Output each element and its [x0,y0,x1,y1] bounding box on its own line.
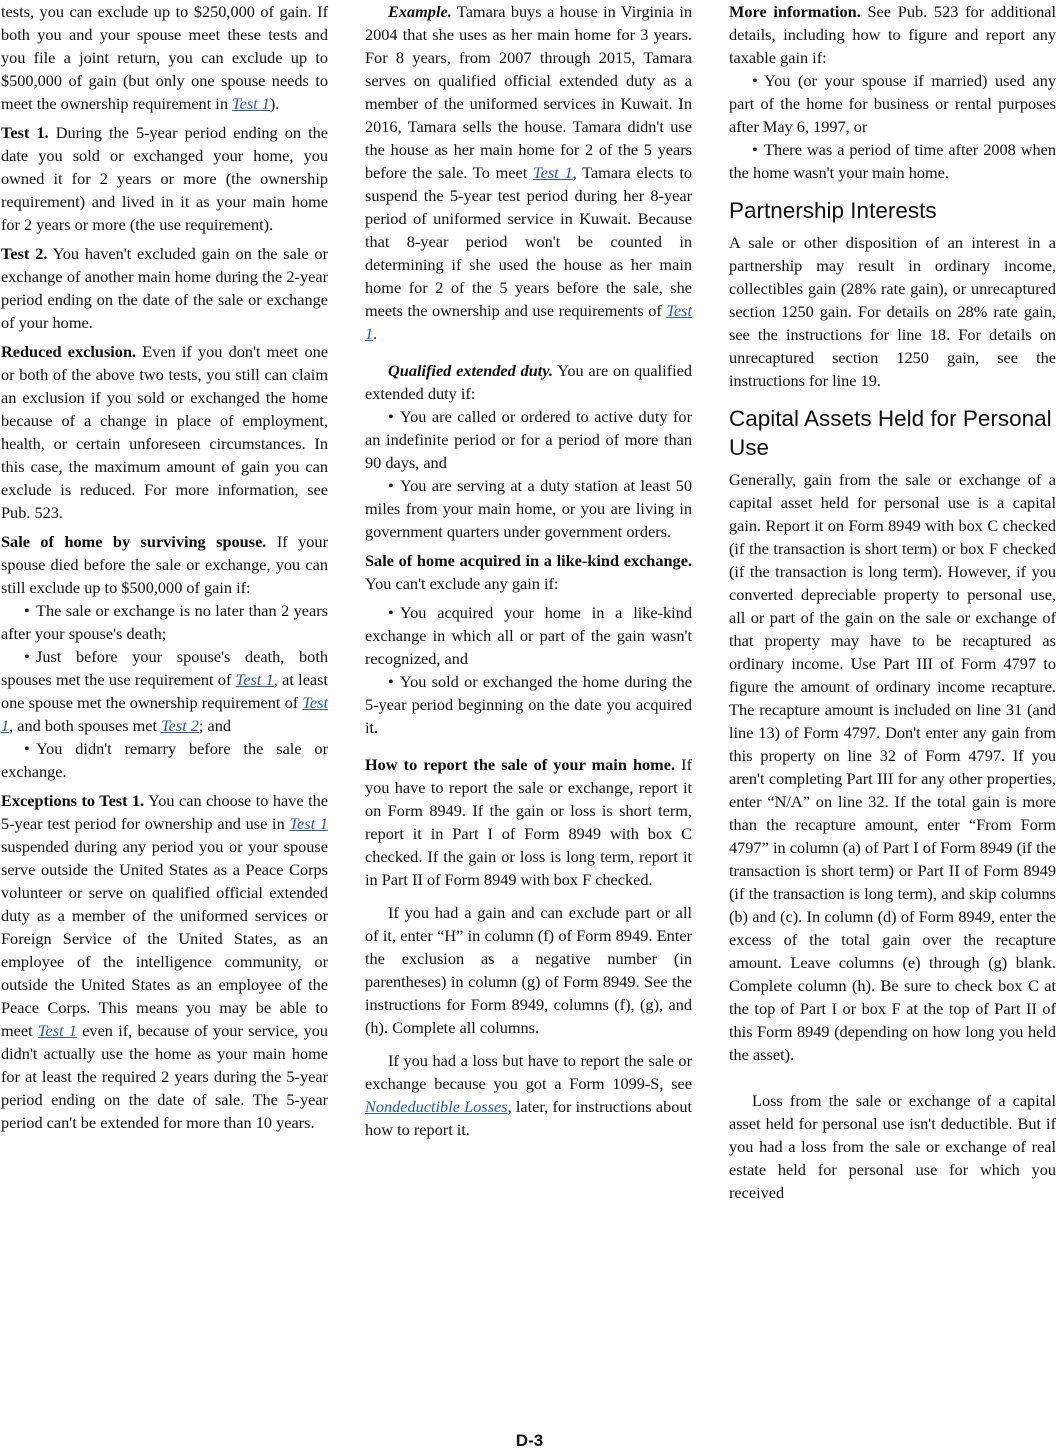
paragraph-like-kind-exchange: Sale of home acquired in a like-kind exchange. You can't exclude any gain if: [365,551,692,593]
paragraph-more-information: More information. See Pub. 523 for additional details, including how to figure and report any taxable gain if: [729,2,1056,67]
link-test-1[interactable]: Test 1 [533,163,573,182]
paragraph-personal-use-loss: Loss from the sale or exchange of a capital asset held for personal use isn't deductible. But if you had a loss from the sale or exchange of real estate held for personal use for which you received [729,1091,1056,1202]
column-middle [365,0,692,1141]
like-kind-heading: Sale of home acquired in a like-kind exchange. [365,551,692,570]
bullet-icon: • [24,739,30,758]
list-item: • You sold or exchanged the home during the 5-year period beginning on the date you acquired it. [365,672,692,737]
list-item: • Just before your spouse's death, both spouses met the use requirement of Test 1, at least one spouse met the ownership requirement of Test 1, and both spouses met Test 2; and [1,647,329,735]
bullet-icon: • [388,476,394,495]
bullet-icon: • [388,407,394,426]
surviving-spouse-heading: Sale of home by surviving spouse. [1,532,267,551]
test-1-heading: Test 1. [1,123,49,142]
paragraph-test-2: Test 2. You haven't excluded gain on the sale or exchange of another main home during the 2-year period ending on the date of the sale or exchange of your home. [1,244,328,332]
more-information-heading: More information. [729,2,861,21]
list-item: • You (or your spouse if married) used any part of the home for business or rental purposes after May 6, 1997, or [729,71,1056,136]
link-test-1[interactable]: Test 1 [365,301,692,343]
paragraph-how-to-report: How to report the sale of your main home. If you have to report the sale or exchange, report it on Form 8949. If the gain or loss is short term, report it in Part I of Form 8949 with box C checked. If the gain or loss is long term, report it in Part II of Form 8949 with box F checked. [365,755,692,889]
link-test-1[interactable]: Test 1 [232,94,270,113]
list-item: • There was a period of time after 2008 when the home wasn't your main home. [729,140,1056,182]
paragraph-capital-assets: Generally, gain from the sale or exchange of a capital asset held for personal use is a capital gain. Report it on Form 8949 with box C checked (if the transaction is short term) or box F checked (if the transaction is long term). However, if you converted depreciable property to personal use, all or part of the gain on the sale or exchange of that property may have to be recaptured as ordinary income. Use Part III of Form 4797 to figure the amount of ordinary income recapture. The recapture amount is included on line 31 (and line 13) of Form 4797. Don't enter any gain from this property on line 32 of Form 4797. If you aren't completing Part III for any other properties, enter “N/A” on line 32. If the total gain is more than the recapture amount, enter “From Form 4797” in column (a) of Part I of Form 8949 (if the transaction is short term) or Part II of Form 8949 (if the transaction is long term), and skip columns (b) and (c). In column (d) of Form 8949, enter the excess of the total gain over the recapture amount. Leave columns (e) through (g) blank. Complete column (h). Be sure to check box C at the top of Part I or box F at the top of Part II of this Form 8949 (depending on how long you held the asset). [729,470,1056,1064]
example-heading: Example. [388,2,452,21]
bullet-icon: • [388,672,394,691]
column-left [1,0,328,1134]
bullet-icon: • [24,647,30,666]
bullet-icon: • [24,601,30,620]
link-test-1[interactable]: Test 1 [1,693,328,735]
paragraph-gain-exclusion: If you had a gain and can exclude part or all of it, enter “H” in column (f) of Form 8949. Enter the exclusion as a negative number (in parentheses) in column (g) of Form 8949. See the instructions for Form 8949, columns (f), (g), and (h). Complete all columns. [365,903,692,1037]
list-item: • You are called or ordered to active duty for an indefinite period or for a period of more than 90 days, and [365,407,692,472]
link-test-2[interactable]: Test 2 [161,716,199,735]
reduced-exclusion-heading: Reduced exclusion. [1,342,137,361]
qualified-extended-duty-heading: Qualified extended duty. [388,361,553,380]
paragraph-loss-report: If you had a loss but have to report the sale or exchange because you got a Form 1099-S, see Nondeductible Losses, later, for instructions about how to report it. [365,1051,693,1139]
link-nondeductible-losses[interactable]: Nondeductible Losses [365,1097,508,1116]
column-right [729,0,1056,1204]
link-test-1[interactable]: Test 1 [235,670,274,689]
list-item: • You acquired your home in a like-kind exchange in which all or part of the gain wasn't recognized, and [365,603,692,668]
paragraph-test-1: Test 1. During the 5-year period ending on the date you sold or exchanged your home, you owned it for 2 years or more (the ownership requirement) and lived in it as your main home for 2 years or more (the use requirement). [1,123,328,234]
link-test-1[interactable]: Test 1 [289,814,329,833]
page-number: D-3 [515,1431,544,1450]
list-item: • The sale or exchange is no later than 2 years after your spouse's death; [1,601,328,643]
list-item: • You are serving at a duty station at least 50 miles from your main home, or you are living in government quarters under government orders. [365,476,692,541]
section-heading-partnership-interests: Partnership Interests [729,198,937,223]
paragraph-example: Example. Tamara buys a house in Virginia in 2004 that she uses as her main home for 3 years. For 8 years, from 2007 through 2015, Tamara serves on qualified official extended duty as a member of the uniformed services in Kuwait. In 2016, Tamara sells the house. Tamara didn't use the house as her main home for 2 of the 5 years before the sale. To meet Test 1, Tamara elects to suspend the 5-year test period during her 8-year period of uniformed service in Kuwait. Because that 8-year period won't be counted in determining if she used the house as her main home for 2 of the 5 years before the sale, she meets the ownership and use requirements of Test 1. [365,2,692,343]
paragraph-qualified-extended-duty: Qualified extended duty. You are on qualified extended duty if: [365,361,693,403]
list-item: • You didn't remarry before the sale or exchange. [1,739,328,781]
bullet-icon: • [752,71,758,90]
bullet-icon: • [752,140,758,159]
how-to-report-heading: How to report the sale of your main home. [365,755,676,774]
bullet-icon: • [388,603,394,622]
paragraph-exclusion-intro: tests, you can exclude up to $250,000 of gain. If both you and your spouse meet these tests and you file a joint return, you can exclude up to $500,000 of gain (but only one spouse needs to meet the ownership requirement in Test 1). [1,2,328,113]
paragraph-surviving-spouse: Sale of home by surviving spouse. If your spouse died before the sale or exchange, you can still exclude up to $500,000 of gain if: [1,532,328,597]
test-2-heading: Test 2. [1,244,48,263]
exceptions-heading: Exceptions to Test 1. [1,791,145,810]
paragraph-exceptions-test-1: Exceptions to Test 1. You can choose to have the 5-year test period for ownership and use in Test 1 suspended during any period you or your spouse serve outside the United States as a Peace Corps volunteer or serve on qualified official extended duty as a member of the uniformed services or Foreign Service of the United States, as an employee of the intelligence community, or outside the United States as an employee of the Peace Corps. This means you may be able to meet Test 1 even if, because of your service, you didn't actually use the home as your main home for at least the required 2 years during the 5-year period ending on the date of sale. The 5-year period can't be extended for more than 10 years. [1,791,329,1132]
paragraph-partnership-interests: A sale or other disposition of an interest in a partnership may result in ordinary income, collectibles gain (28% rate gain), or unrecaptured section 1250 gain. For details on 28% rate gain, see the instructions for line 18. For details on unrecaptured section 1250 gain, see the instructions for line 19. [729,233,1056,390]
link-test-1[interactable]: Test 1 [37,1021,77,1040]
section-heading-capital-assets: Capital Assets Held for Personal Use [729,406,1052,460]
paragraph-reduced-exclusion: Reduced exclusion. Even if you don't meet one or both of the above two tests, you still can claim an exclusion if you sold or exchanged the home because of a change in place of employment, health, or certain unforeseen circumstances. In this case, the maximum amount of gain you can exclude is reduced. For more information, see Pub. 523. [1,342,328,522]
